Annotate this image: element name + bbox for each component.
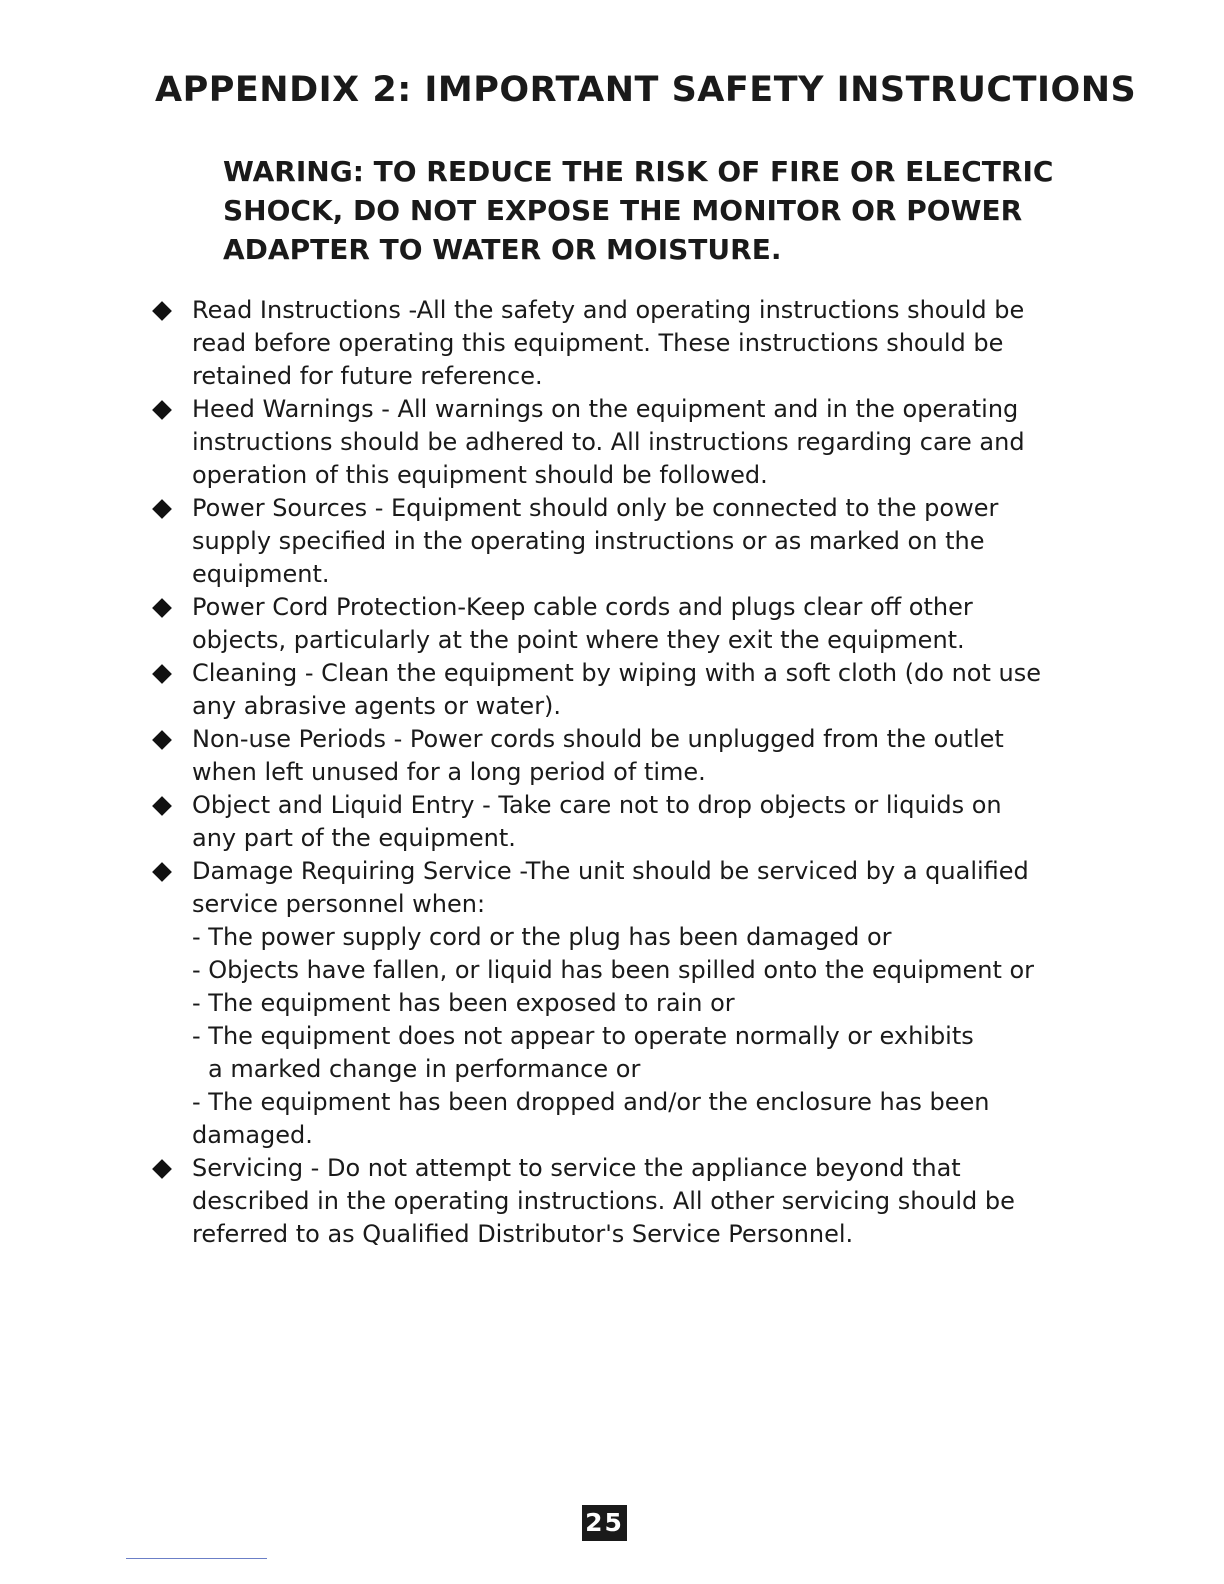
item-line: Power Cord Protection-Keep cable cords and plugs clear off other [192, 593, 973, 621]
item-line: referred to as Qualified Distributor's Service Personnel. [192, 1220, 854, 1248]
diamond-bullet-icon [152, 598, 172, 618]
item-line: supply specified in the operating instructions or as marked on the [192, 527, 985, 555]
list-item-object-liquid-entry [150, 789, 1070, 855]
sub-item-line: - The equipment does not appear to operate normally or exhibits [192, 1022, 974, 1050]
list-item-non-use-periods [150, 723, 1070, 789]
item-line: Read Instructions -All the safety and operating instructions should be [192, 296, 1025, 324]
item-line: Object and Liquid Entry - Take care not to drop objects or liquids on [192, 791, 1002, 819]
item-line: described in the operating instructions. All other servicing should be [192, 1187, 1015, 1215]
warning-line: SHOCK, DO NOT EXPOSE THE MONITOR OR POWER [223, 194, 1023, 227]
item-line: objects, particularly at the point where they exit the equipment. [192, 626, 965, 654]
item-line: Servicing - Do not attempt to service the appliance beyond that [192, 1154, 961, 1182]
item-line: any part of the equipment. [192, 824, 516, 852]
page-title: APPENDIX 2: IMPORTANT SAFETY INSTRUCTIONS [155, 70, 1137, 110]
safety-instruction-list [150, 294, 1070, 1251]
item-line: read before operating this equipment. These instructions should be [192, 329, 1004, 357]
list-item-power-sources [150, 492, 1070, 591]
item-line: Cleaning - Clean the equipment by wiping with a soft cloth (do not use [192, 659, 1041, 687]
sub-item-line: damaged. [192, 1121, 313, 1149]
item-line: equipment. [192, 560, 330, 588]
warning-notice [223, 152, 1054, 269]
sub-item-line: - Objects have fallen, or liquid has been spilled onto the equipment or [192, 956, 1035, 984]
list-item-power-cord-protection [150, 591, 1070, 657]
diamond-bullet-icon [152, 400, 172, 420]
warning-line: ADAPTER TO WATER OR MOISTURE. [223, 233, 782, 266]
item-line: retained for future reference. [192, 362, 543, 390]
list-item-servicing [150, 1152, 1070, 1251]
item-line: Non-use Periods - Power cords should be unplugged from the outlet [192, 725, 1004, 753]
item-line: instructions should be adhered to. All instructions regarding care and [192, 428, 1025, 456]
item-line: Power Sources - Equipment should only be connected to the power [192, 494, 999, 522]
item-line: when left unused for a long period of time. [192, 758, 706, 786]
sub-item-line: - The equipment has been dropped and/or the enclosure has been [192, 1088, 990, 1116]
item-line: Damage Requiring Service -The unit should be serviced by a qualified [192, 857, 1029, 885]
sub-item-line: - The equipment has been exposed to rain or [192, 989, 735, 1017]
item-line: service personnel when: [192, 890, 486, 918]
footer-divider [126, 1558, 267, 1559]
item-line: operation of this equipment should be followed. [192, 461, 768, 489]
warning-line: WARING: TO REDUCE THE RISK OF FIRE OR ELECTRIC [223, 155, 1054, 188]
diamond-bullet-icon [152, 499, 172, 519]
sub-item-line: a marked change in performance or [208, 1055, 641, 1083]
item-line: Heed Warnings - All warnings on the equipment and in the operating [192, 395, 1019, 423]
diamond-bullet-icon [152, 796, 172, 816]
diamond-bullet-icon [152, 862, 172, 882]
diamond-bullet-icon [152, 730, 172, 750]
list-item-damage-requiring-service [150, 855, 1070, 1152]
sub-item-line: - The power supply cord or the plug has been damaged or [192, 923, 892, 951]
list-item-read-instructions [150, 294, 1070, 393]
diamond-bullet-icon [152, 1159, 172, 1179]
diamond-bullet-icon [152, 301, 172, 321]
list-item-cleaning [150, 657, 1070, 723]
page-number: 25 [582, 1505, 627, 1541]
diamond-bullet-icon [152, 664, 172, 684]
list-item-heed-warnings [150, 393, 1070, 492]
item-line: any abrasive agents or water). [192, 692, 562, 720]
